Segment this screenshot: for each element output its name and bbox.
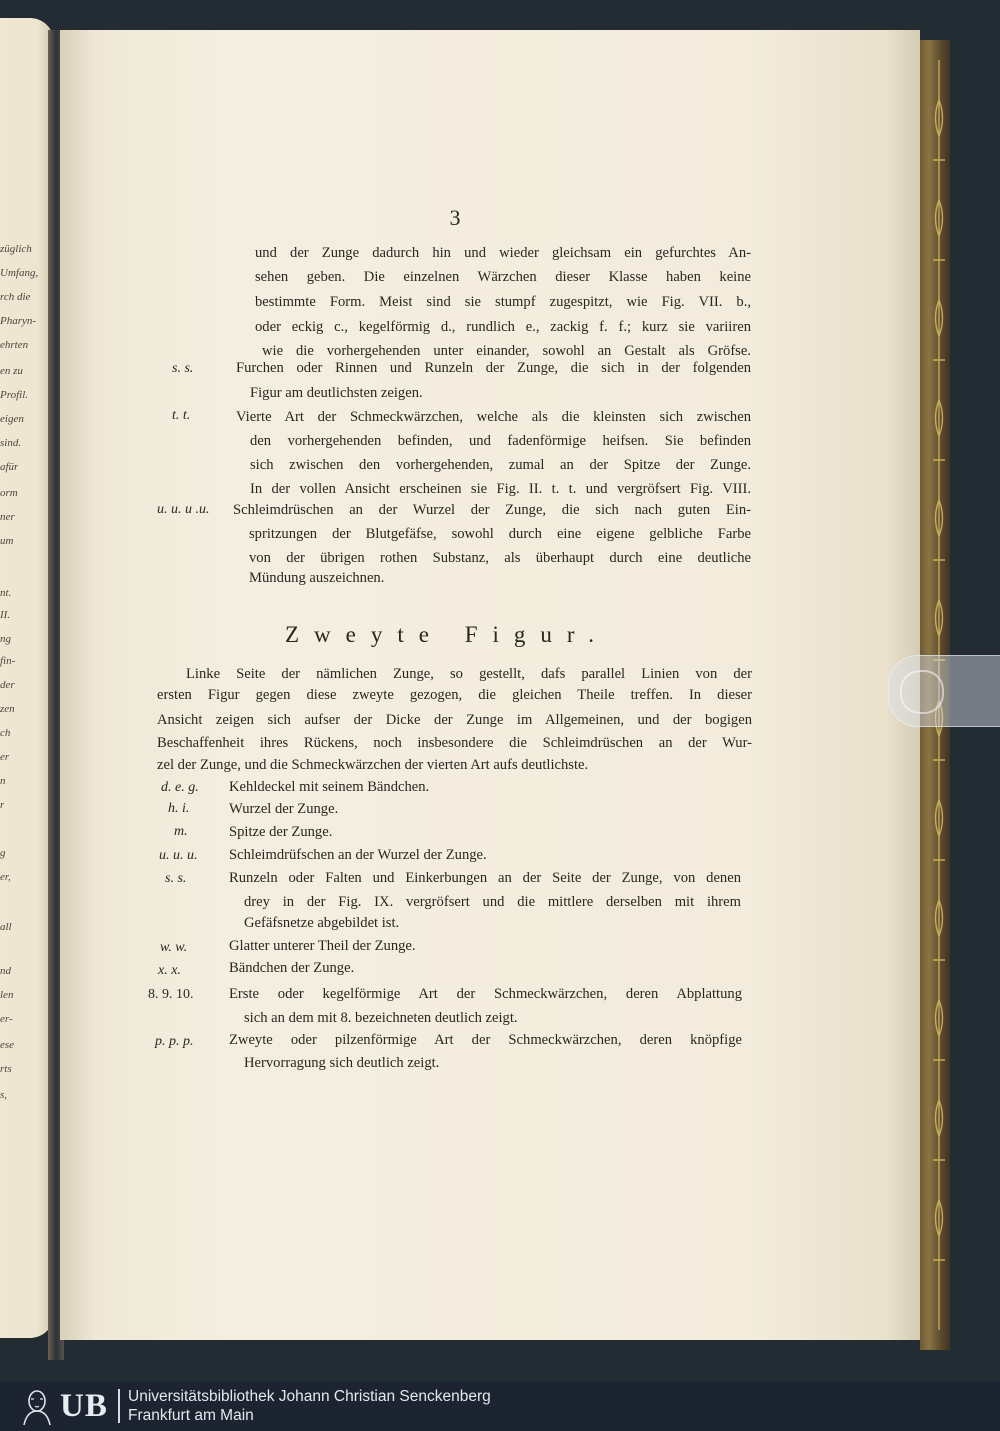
legend-label: w. w. [160,940,188,955]
text-line: Schleimdrüschen an der Wurzel der Zunge, die sich nach guten Ein- [233,502,751,518]
margin-fragment: Pharyn- [0,315,37,327]
text-line: Gefäfsnetze abgebildet ist. [244,915,400,931]
text-line: von der übrigen rothen Substanz, als überhaupt durch eine deutliche [249,550,751,566]
margin-fragment: er [0,751,10,763]
margin-fragment: orm [0,487,18,499]
section-heading: Zweyte Figur. [285,622,610,647]
margin-fragment: zen [0,703,15,715]
margin-fragment: fin- [0,655,16,667]
margin-fragment: ch [0,727,11,739]
book-page [60,30,920,1340]
text-line: sehen geben. Die einzelnen Wärzchen dieser Klasse haben keine [255,269,751,285]
margin-fragment: all [0,921,12,933]
text-line: Linke Seite der nämlichen Zunge, so gestellt, dafs parallel Linien von der [186,666,752,682]
text-line: Mündung auszeichnen. [249,570,385,586]
legend-label: h. i. [168,801,190,816]
margin-fragment: ner [0,511,15,523]
library-footer [0,1381,1000,1431]
text-line: drey in der Fig. IX. vergröfsert und die mittlere derselben mit ihrem [244,894,741,910]
margin-fragment: r [0,799,5,811]
text-line: Schleimdrüfschen an der Wurzel der Zunge. [229,847,487,863]
text-line: bestimmte Form. Meist sind sie stumpf zugespitzt, wie Fig. VII. b., [255,294,751,310]
text-line: Furchen oder Rinnen und Runzeln der Zunge, die sich in der folgenden [236,360,751,376]
margin-fragment: afür [0,461,19,473]
margin-fragment: rch die [0,291,31,303]
text-line: Wurzel der Zunge. [229,801,339,817]
text-line: Erste oder kegelförmige Art der Schmeckwärzchen, deren Abplattung [229,986,742,1002]
text-line: den vorhergehenden befinden, und fadenförmige heifsen. Sie befinden [250,433,751,449]
margin-fragment: ng [0,633,11,645]
margin-fragment: um [0,535,14,547]
text-line: sich an dem mit 8. bezeichneten deutlich zeigt. [244,1010,518,1026]
margin-fragment: Umfang, [0,267,39,279]
margin-fragment: züglich [0,243,32,255]
legend-label: d. e. g. [161,780,199,795]
text-line: sich zwischen den vorhergehenden, zumal an der Spitze der Zunge. [250,457,751,473]
margin-fragment: s, [0,1089,8,1101]
text-line: In der vollen Ansicht erscheinen sie Fig. II. t. t. und vergröfsert Fig. VIII. [250,481,751,497]
text-line: Hervorragung sich deutlich zeigt. [244,1055,440,1071]
margin-fragment: rts [0,1063,12,1075]
text-line: zel der Zunge, und die Schmeckwärzchen der vierten Art aufs deutlichste. [157,757,589,773]
margin-fragment: ese [0,1039,15,1051]
legend-label: u. u. u .u. [157,502,210,517]
text-line: Zweyte oder pilzenförmige Art der Schmeckwärzchen, deren knöpfige [229,1032,742,1048]
text-line: Figur am deutlichsten zeigen. [250,385,423,401]
text-line: und der Zunge dadurch hin und wieder gleichsam ein gefurchtes An- [255,245,751,261]
page-clip-ring [900,670,944,714]
library-name: Universitätsbibliothek Johann Christian Senckenberg [128,1388,491,1405]
text-line: ersten Figur gegen diese zweyte gezogen, die gleichen Theile treffen. In dieser [157,687,752,703]
text-line: Vierte Art der Schmeckwärzchen, welche als die kleinsten sich zwischen [236,409,751,425]
text-line: Bändchen der Zunge. [229,960,355,976]
margin-fragment: II. [0,609,11,621]
margin-fragment: eigen [0,413,24,425]
legend-label: m. [174,824,188,839]
margin-fragment: n [0,775,6,787]
text-line: Spitze der Zunge. [229,824,333,840]
margin-fragment: Profil. [0,389,29,401]
legend-label: t. t. [172,408,191,423]
ub-logo: UB [60,1388,108,1424]
text-line: Ansicht zeigen sich aufser der Dicke der Zunge im Allgemeinen, und der bogigen [157,712,752,728]
text-line: oder eckig c., kegelförmig d., rundlich e., zackig f. f.; kurz sie variiren [255,319,751,335]
margin-fragment: nd [0,965,11,977]
text-line: wie die vorhergehenden unter einander, sowohl an Gestalt als Gröfse. [262,343,751,359]
margin-fragment: ehrten [0,339,29,351]
margin-fragment: sind. [0,437,22,449]
legend-label: s. s. [165,871,187,886]
margin-fragment: er- [0,1013,13,1025]
left-page-edge [0,18,54,1338]
text-line: Runzeln oder Falten und Einkerbungen an der Seite der Zunge, von denen [229,870,741,886]
margin-fragment: en zu [0,365,23,377]
text-line: Glatter unterer Theil der Zunge. [229,938,416,954]
text-line: spritzungen der Blutgefäfse, sowohl durch eine eigene gelbliche Farbe [249,526,751,542]
margin-fragment: er, [0,871,11,883]
page-number: 3 [449,205,461,230]
text-line: Kehldeckel mit seinem Bändchen. [229,779,430,795]
portrait-logo-icon [18,1387,56,1425]
logo-divider [118,1389,120,1423]
margin-fragment: nt. [0,587,12,599]
legend-label: p. p. p. [155,1034,194,1049]
library-city: Frankfurt am Main [128,1407,254,1424]
legend-label: 8. 9. 10. [148,987,194,1002]
legend-label: u. u. u. [159,848,198,863]
text-line: Beschaffenheit ihres Rückens, noch insbesondere die Schleimdrüschen an der Wur- [157,735,752,751]
margin-fragment: g [0,847,6,859]
legend-label: x. x. [158,963,181,978]
margin-fragment: len [0,989,14,1001]
legend-label: s. s. [172,361,194,376]
margin-fragment: der [0,679,15,691]
